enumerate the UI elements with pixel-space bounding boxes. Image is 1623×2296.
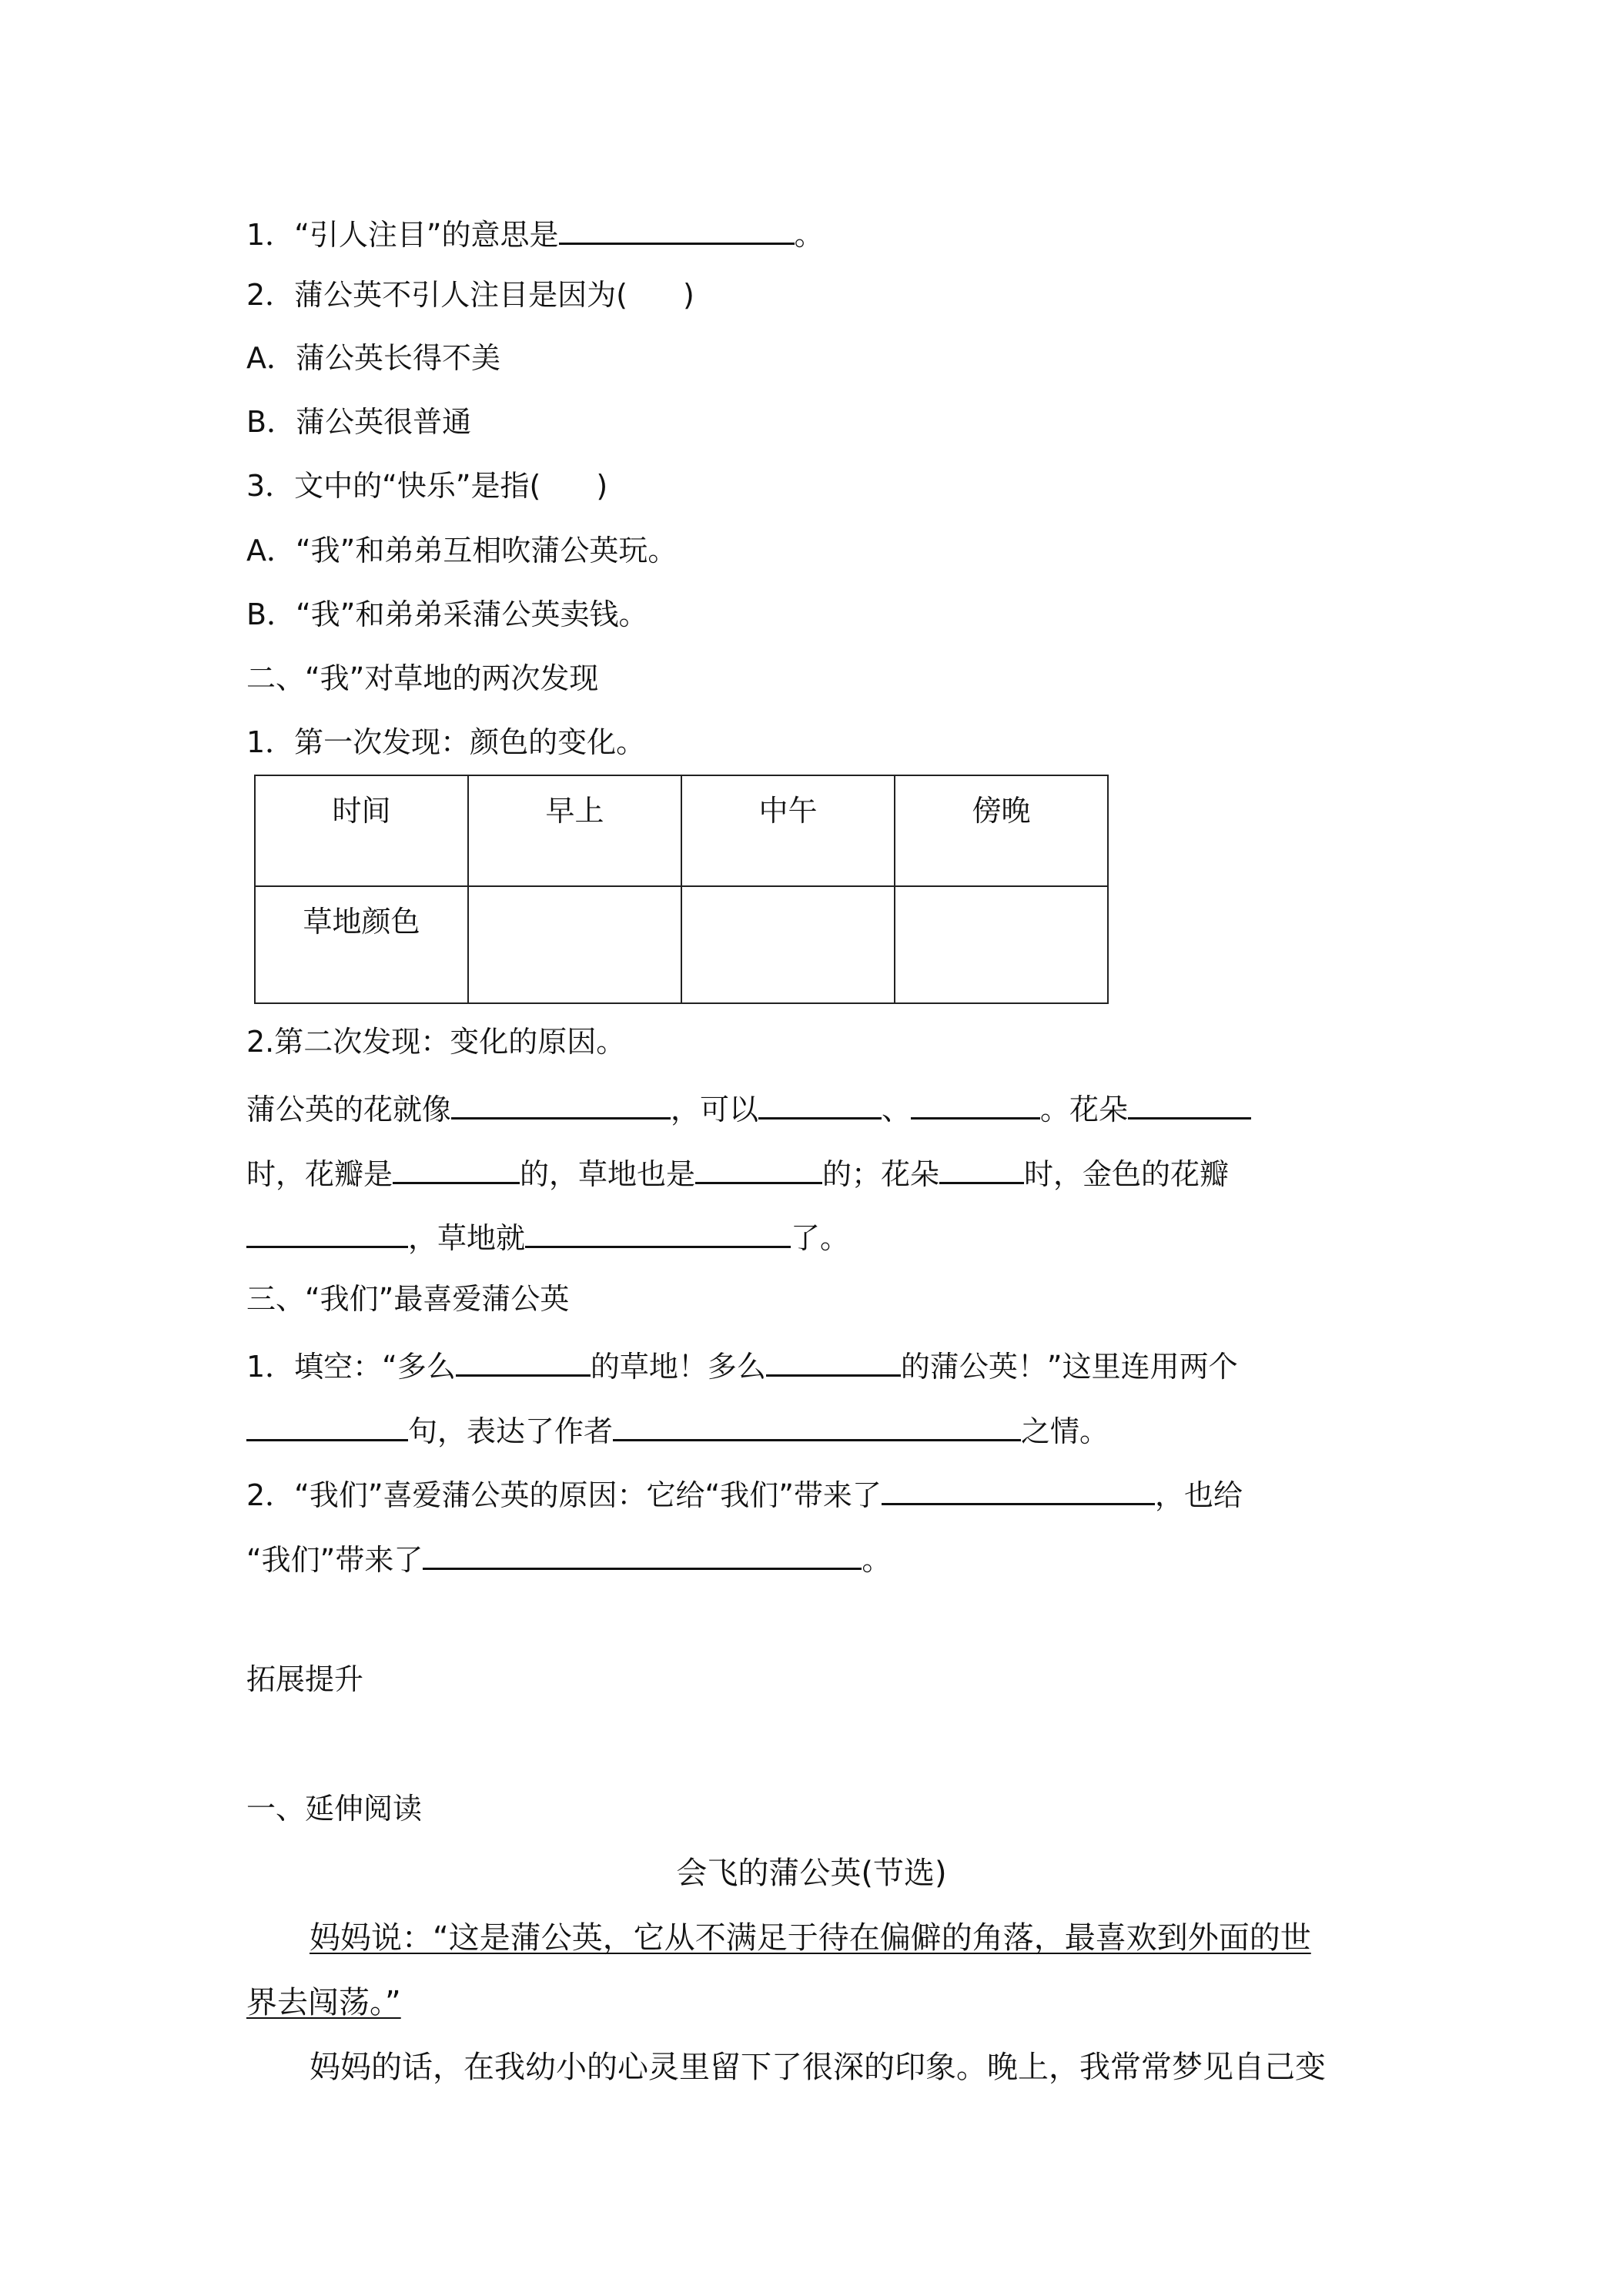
answer-cell[interactable]: [468, 886, 681, 1003]
question-1-number: 1．: [246, 218, 295, 252]
fill-text: 时，金色的花瓣: [1024, 1157, 1230, 1191]
section-3-q2-line-1: [246, 1472, 1243, 1514]
question-2: [246, 276, 694, 314]
table-header-cell: 中午: [681, 775, 895, 886]
grass-color-table: [254, 775, 1109, 1004]
underlined-text: 妈妈说：“这是蒲公英，它从不满足于待在偏僻的角落，最喜欢到外面的世: [310, 1920, 1311, 1956]
section-3-q1-line-1: [246, 1344, 1238, 1386]
fill-line-2: [246, 1151, 1229, 1193]
table-header-cell: 早上: [468, 775, 681, 886]
table-header-cell: 时间: [255, 775, 468, 886]
answer-blank[interactable]: [393, 1151, 520, 1184]
section-3-q1-line-2: [246, 1408, 1109, 1451]
fill-text: 句，表达了作者: [408, 1414, 614, 1448]
fill-text: 的，草地也是: [520, 1157, 696, 1191]
fill-text: 的；花朵: [822, 1157, 940, 1191]
answer-blank[interactable]: [1128, 1086, 1251, 1120]
question-1-text: “引人注目”的意思是: [294, 218, 559, 252]
table-header-cell: 傍晚: [895, 775, 1108, 886]
question-3-option-a: A．“我”和弟弟互相吹蒲公英玩。: [246, 534, 678, 567]
fill-text: 时，花瓣是: [246, 1157, 393, 1191]
fill-text: 。花朵: [1040, 1093, 1129, 1126]
question-2-text: 2．蒲公英不引人注目是因为(: [246, 278, 628, 312]
fill-text: 。: [862, 1543, 892, 1577]
section-2-second-discovery: 2.第二次发现：变化的原因。: [246, 1025, 626, 1059]
extension-heading: 拓展提升: [246, 1662, 364, 1696]
fill-text: 的草地！多么: [590, 1350, 766, 1384]
question-1: [246, 212, 824, 254]
answer-blank[interactable]: [695, 1151, 822, 1184]
section-2-first-discovery: 1．第一次发现：颜色的变化。: [246, 725, 646, 759]
answer-blank[interactable]: [525, 1215, 791, 1248]
question-3-close: ): [596, 469, 608, 503]
answer-blank[interactable]: [423, 1537, 862, 1570]
fill-text: 2．“我们”喜爱蒲公英的原因：它给“我们”带来了: [246, 1478, 882, 1512]
passage-para-1-line-2: [246, 1983, 1386, 2022]
table-row-label: 草地颜色: [255, 886, 468, 1003]
question-1-end: 。: [794, 218, 824, 252]
fill-text: 、: [882, 1093, 912, 1126]
fill-line-1: [246, 1086, 1251, 1129]
fill-text: ，草地就: [408, 1221, 526, 1255]
fill-text: 了。: [791, 1221, 850, 1255]
passage-para-1-line-1: [310, 1919, 1449, 1957]
answer-blank[interactable]: [766, 1344, 901, 1377]
fill-text: 1．填空：“多么: [246, 1350, 456, 1384]
answer-blank[interactable]: [451, 1086, 671, 1120]
question-2-option-a: A．蒲公英长得不美: [246, 341, 500, 375]
section-2-heading: 二、“我”对草地的两次发现: [246, 661, 599, 695]
fill-text: ，也给: [1154, 1478, 1243, 1512]
question-3-option-b: B．“我”和弟弟采蒲公英卖钱。: [246, 597, 648, 631]
answer-cell[interactable]: [681, 886, 895, 1003]
fill-text: 之情。: [1021, 1414, 1109, 1448]
fill-text: ，可以: [671, 1093, 759, 1126]
answer-cell[interactable]: [895, 886, 1108, 1003]
question-2-option-b: B．蒲公英很普通: [246, 405, 472, 439]
extended-reading-heading: 一、延伸阅读: [246, 1792, 423, 1826]
answer-blank[interactable]: [613, 1408, 1021, 1441]
passage-para-2-line-1: 妈妈的话，在我幼小的心灵里留下了很深的印象。晚上，我常常梦见自己变: [310, 2050, 1326, 2085]
answer-blank[interactable]: [246, 1408, 408, 1441]
answer-blank[interactable]: [758, 1086, 882, 1120]
table-row: [255, 775, 1108, 886]
section-3-heading: 三、“我们”最喜爱蒲公英: [246, 1282, 570, 1316]
answer-blank[interactable]: [559, 212, 795, 245]
fill-text: “我们”带来了: [246, 1543, 423, 1577]
question-2-close: ): [683, 278, 694, 312]
question-3: [246, 467, 607, 505]
answer-blank[interactable]: [882, 1472, 1155, 1505]
question-3-text: 3．文中的“快乐”是指(: [246, 469, 541, 503]
answer-blank[interactable]: [246, 1215, 408, 1248]
section-3-q2-line-2: [246, 1537, 891, 1579]
fill-text: 蒲公英的花就像: [246, 1093, 452, 1126]
passage-title: 会飞的蒲公英(节选): [676, 1856, 947, 1891]
underlined-text: 界去闯荡。”: [246, 1985, 401, 2020]
answer-blank[interactable]: [456, 1344, 591, 1377]
answer-blank[interactable]: [911, 1086, 1040, 1120]
fill-text: 的蒲公英！”这里连用两个: [900, 1350, 1238, 1384]
answer-blank[interactable]: [939, 1151, 1024, 1184]
fill-line-3: [246, 1215, 849, 1257]
table-row: [255, 886, 1108, 1003]
